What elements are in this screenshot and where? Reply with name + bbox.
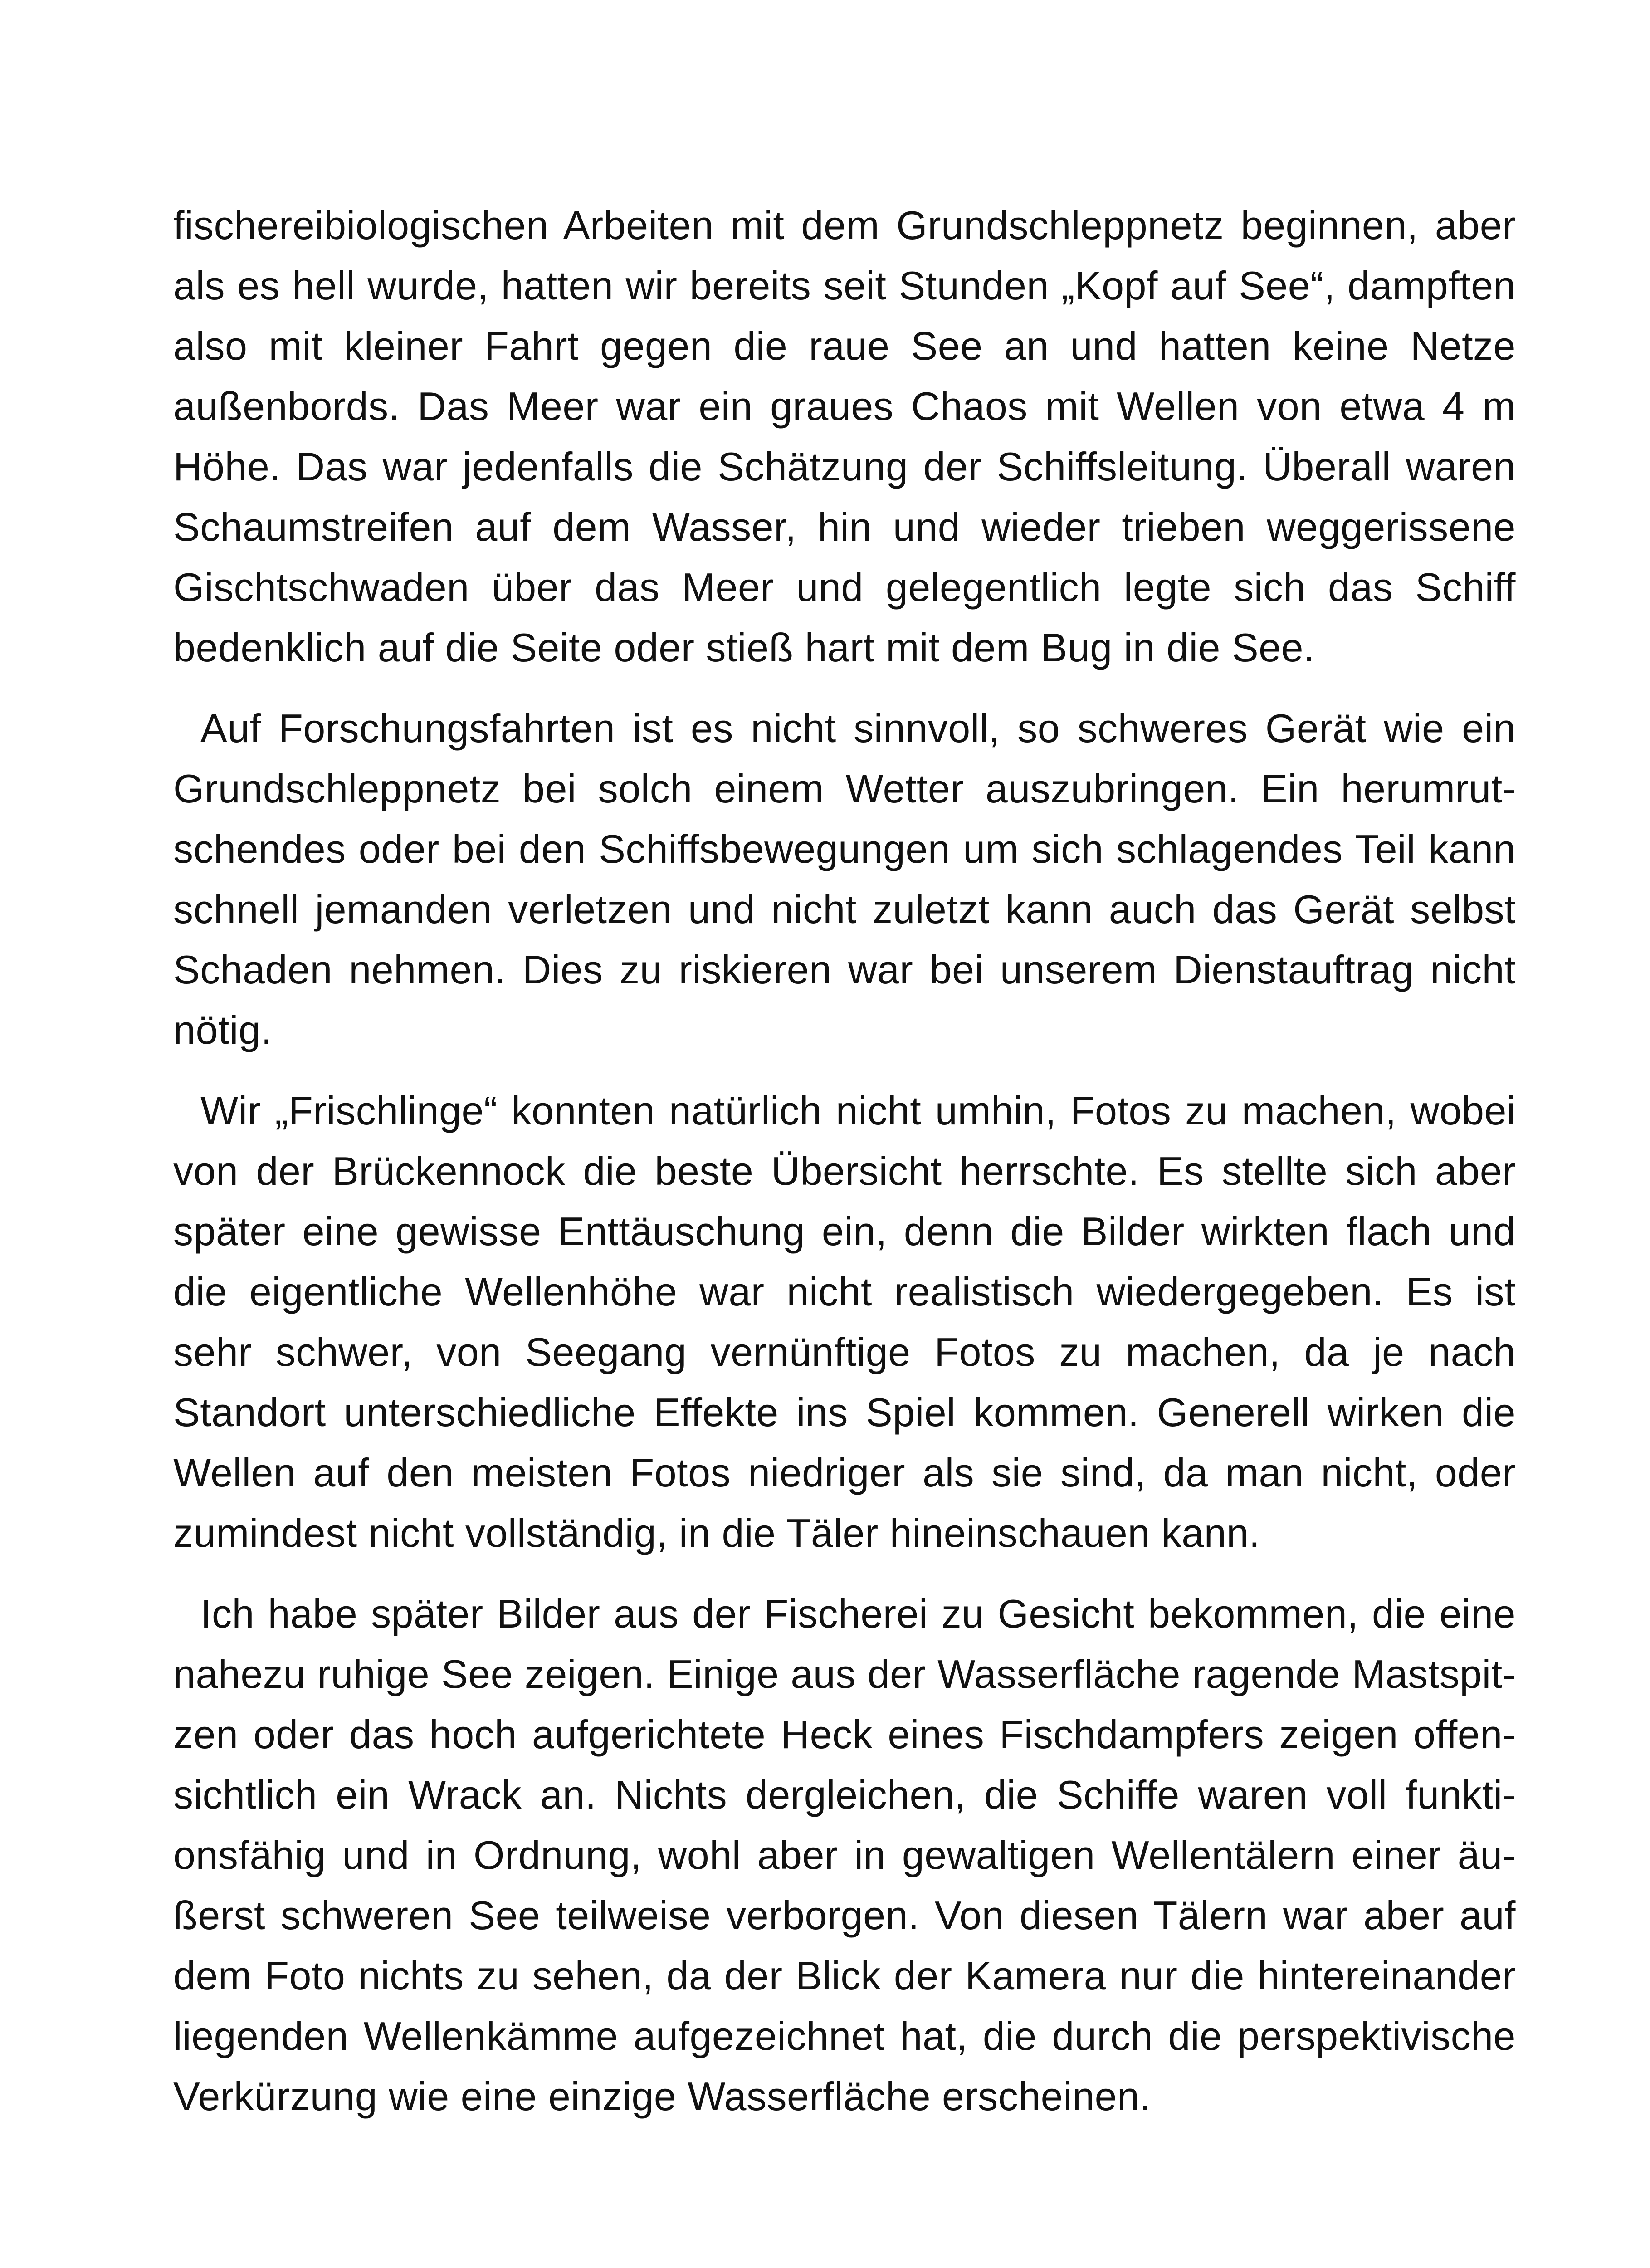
paragraph-2: Auf Forschungsfahrten ist es nicht sinnvoll, so schweres Gerät wie ein Grundschleppnetz bei solch einem Wetter auszubringen. Ein herumrutschendes oder bei den Schiffsbewegungen um sich schlagendes Teil kann schnell jemanden verletzen und nicht zuletzt kann auch das Gerät selbst Schaden nehmen. Dies zu riskieren war bei unserem Dienstauftrag nicht nötig. xyxy=(173,706,1516,1052)
paragraph-4: Ich habe später Bilder aus der Fischerei zu Gesicht bekommen, die eine nahezu ruhige See zeigen. Einige aus der Wasserfläche ragende Mastspitzen oder das hoch aufgerichtete Heck eines Fischdampfers zeigen offensichtlich ein Wrack an. Nichts dergleichen, die Schiffe waren voll funktionsfähig und in Ordnung, wohl aber in gewaltigen Wellentälern einer äußerst schweren See teilweise verborgen. Von diesen Tälern war aber auf dem Foto nichts zu sehen, da der Blick der Kamera nur die hintereinander liegenden Wellenkämme aufgezeichnet hat, die durch die perspektivische Verkürzung wie eine einzige Wasserfläche erscheinen. xyxy=(173,1591,1516,2119)
paragraph-1: fischereibiologischen Arbeiten mit dem Grundschleppnetz beginnen, aber als es hell wurde, hatten wir bereits seit Stunden „Kopf auf See“, dampften also mit kleiner Fahrt gegen die raue See an und hatten keine Netze außenbords. Das Meer war ein graues Chaos mit Wellen von etwa 4 m Höhe. Das war jedenfalls die Schätzung der Schiffsleitung. Überall waren Schaumstreifen auf dem Wasser, hin und wieder trieben weggerissene Gischtschwaden über das Meer und gelegentlich legte sich das Schiff bedenklich auf die Seite oder stieß hart mit dem Bug in die See. xyxy=(173,203,1516,670)
paragraph-3: Wir „Frischlinge“ konnten natürlich nicht umhin, Fotos zu machen, wobei von der Brückennock die beste Übersicht herrschte. Es stellte sich aber später eine gewisse Enttäuschung ein, denn die Bilder wirkten flach und die eigentliche Wellenhöhe war nicht realistisch wiedergegeben. Es ist sehr schwer, von Seegang vernünftige Fotos zu machen, da je nach Standort unterschiedliche Effekte ins Spiel kommen. Generell wirken die Wellen auf den meisten Fotos niedriger als sie sind, da man nicht, oder zumindest nicht vollständig, in die Täler hineinschauen kann. xyxy=(173,1088,1516,1555)
body-text xyxy=(173,195,1516,2126)
